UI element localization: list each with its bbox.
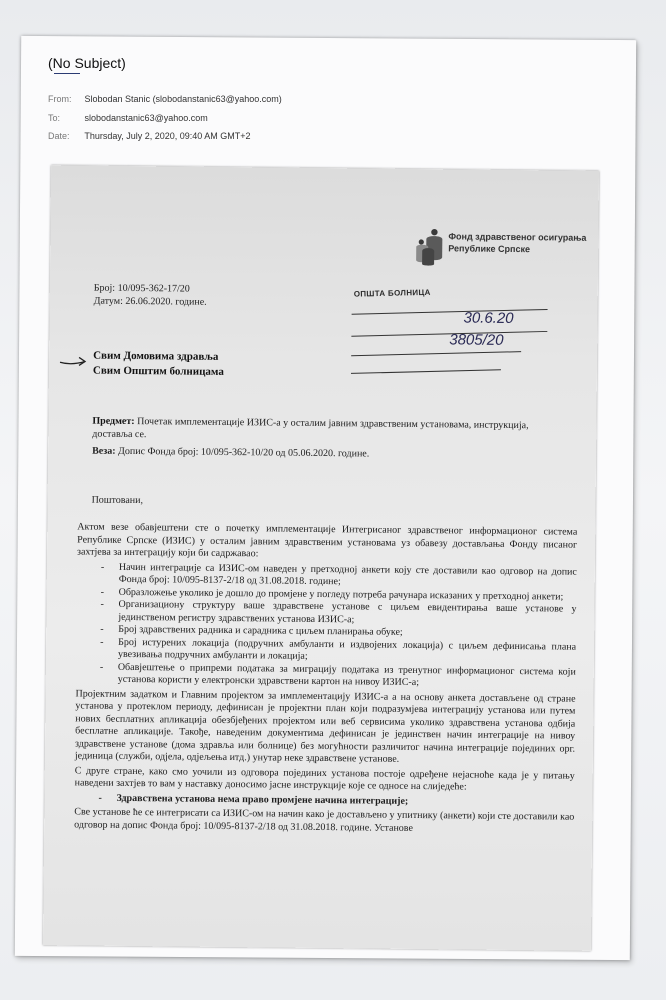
fund-name-line2: Републике Српске <box>448 243 531 255</box>
fund-name-line1: Фонд здравственог осигурања <box>448 231 587 243</box>
letter-scan <box>43 165 599 951</box>
stamp-rule <box>351 351 521 356</box>
email-date-row <box>48 131 251 141</box>
stamp-institution: ОПШТА БОЛНИЦА <box>353 287 431 299</box>
list-item: - Здравствена установа нема право промјене начина интеграције; <box>116 792 574 809</box>
reference-date: Датум: 26.06.2020. године. <box>93 295 207 308</box>
list-item: - Број истурених локација (подручних амбуланти и издвојених локација) с циљем дефинисања плана увезивања подручних амбуланти и локација; <box>118 636 576 666</box>
recipient-line1: Свим Домовима здравља <box>93 349 219 363</box>
list-item: - Образложење уколико је дошло до промјене у погледу потреба рачунара исказаних у претходној анкети; <box>119 586 577 603</box>
list-item: - Број здравствених радника и сарадника с циљем планирања обуке; <box>118 624 576 641</box>
email-to-row <box>48 113 208 123</box>
paragraph-4: Све установе ће се интегрисати са ИЗИС-ом на начин како је достављено у упитнику (анкети) који сте доставили као одговор на допис Фонда број: 10/095-8137-2/18 од 31.08.2018. године. Установе <box>74 806 575 834</box>
handwritten-arrow-icon <box>59 355 87 369</box>
stamp-date-handwritten: 30.6.20 <box>463 309 514 328</box>
stamp-rule <box>352 309 548 315</box>
letter-subject <box>92 415 552 446</box>
paragraph-2: Пројектним задатком и Главним пројектом за имплементацију ИЗИС-а а на основу анкета достављене од стране установа у протеклом периоду, дефинисан је пројектни план који подразумјева интеграцију установа или путем нових бесплатних апликација обезбјеђених пројектом или веб сервисима уколико здравствена установа одбија бесплатне апликације. Такође, наведеним документима дефинисан је јединствен начин интеграције на нивоу здравствене установе (дома здравља или болнице) без могућности различитог начина интеграције појединих орг. јединица (служби, одјела, одјељења итд.) унутар неке здравствене установе. <box>74 687 576 765</box>
stamp-rule <box>351 369 501 374</box>
subject-label: Предмет: <box>92 415 135 428</box>
subject-text: Почетак имплементације ИЗИС-а у осталим јавним здравственим установама, инструкција, достављa се. <box>92 416 529 441</box>
paragraph-1: Актом везе обавјештени сте о почетку имплементације Интегрисаног здравственог информационог система Републике Српске (ИЗИС) у осталим јавним здравственим установама уз обавезу достављања Фонду писаног захтјева за интеграцију који би садржавао: <box>76 521 578 560</box>
list-item: - Обавјештење о припреми података за миграцију података из тренутног информационог система који установа користи у електронски здравствени картон на нивоу ИЗИС-а; <box>118 661 576 691</box>
received-stamp <box>345 286 556 380</box>
requirements-list <box>76 561 577 691</box>
date-value: Thursday, July 2, 2020, 09:40 AM GMT+2 <box>84 131 251 141</box>
date-label: Date: <box>48 131 70 141</box>
recipient-line2: Свим Општим болницама <box>92 364 224 378</box>
letter-body <box>74 521 577 838</box>
to-value: slobodanstanic63@yahoo.com <box>84 113 208 123</box>
fund-logo-icon <box>412 227 446 267</box>
to-label: To: <box>48 113 61 123</box>
veza-label: Веза: <box>92 445 116 457</box>
email-subject: (No Subject) <box>48 55 126 71</box>
paragraph-3: С друге стране, како смо уочили из одговора појединих установа постоје одређене нејасноће када је у питању наведени захтјев то вам у наставку доносимо јасне инструкције које се односе на слиједеће: <box>74 764 575 793</box>
veza-text: Допис Фонда број: 10/095-362-10/20 од 05.06.2020. године. <box>118 445 370 460</box>
reference-number: Број: 10/095-362-17/20 <box>93 282 190 295</box>
greeting: Поштовани, <box>91 494 144 507</box>
email-from-row <box>48 94 282 104</box>
fund-name <box>448 230 586 255</box>
from-label: From: <box>48 94 72 104</box>
letter-reference <box>92 446 369 460</box>
from-value: Slobodan Stanic (slobodanstanic63@yahoo.com) <box>84 94 282 104</box>
stamp-number-handwritten: 3805/20 <box>449 331 504 349</box>
list-item: - Начин интеграције са ИЗИС-ом наведен у претходној анкети коју сте доставили као одговор на допис Фонда број: 10/095-8137-2/18 од 31.08.2018. године; <box>119 561 577 591</box>
list-item: - Организациону структуру ваше здравствене установе с циљем евидентирања ваше установе у јединственом регистру здравствених установа ИЗИС-а; <box>118 599 576 629</box>
